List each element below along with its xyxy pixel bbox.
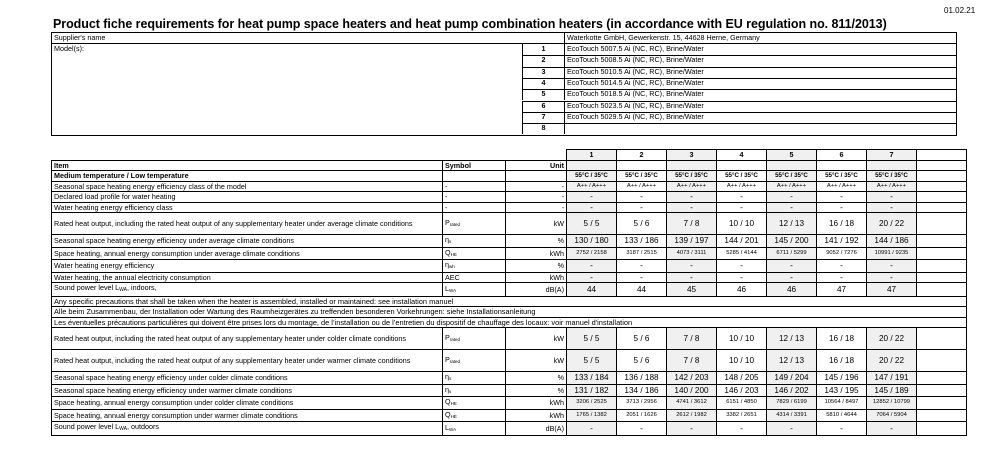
model-5-value: - xyxy=(767,422,817,436)
model-5-value: A++ / A+++ xyxy=(767,181,817,192)
symbol-header: Symbol xyxy=(443,160,506,171)
model-1-value: - xyxy=(567,422,617,436)
model-3-value: - xyxy=(667,272,717,283)
symbol-text: P xyxy=(445,354,450,364)
model-1-value: 5 / 5 xyxy=(567,213,617,235)
model-6-value: - xyxy=(817,422,867,436)
model-5-value: 55°C / 35°C xyxy=(767,171,817,182)
model-7-value: 10991 / 9235 xyxy=(867,247,917,260)
item-label-subscript: WA xyxy=(119,287,128,293)
symbol-subscript: WA xyxy=(449,287,457,293)
model-3-value: 4741 / 3612 xyxy=(667,397,717,410)
symbol-cell xyxy=(443,384,506,397)
unit-cell: kWh xyxy=(506,397,567,410)
symbol-text: P xyxy=(445,217,450,227)
symbol-cell xyxy=(443,422,506,436)
model-7-value: - xyxy=(867,260,917,273)
model-2-value: 5 / 6 xyxy=(617,350,667,372)
model-1-value: - xyxy=(567,260,617,273)
model-7-value: 20 / 22 xyxy=(867,328,917,350)
model-8-value xyxy=(917,409,967,422)
model-8-value xyxy=(917,283,967,297)
model-name: EcoTouch 5008.5 Ai (NC, RC), Brine/Water xyxy=(564,55,956,66)
unit-cell: % xyxy=(506,372,567,385)
model-3-value: 7 / 8 xyxy=(667,328,717,350)
model-name: EcoTouch 5010.5 Ai (NC, RC), Brine/Water xyxy=(564,67,956,78)
model-6-value: 16 / 18 xyxy=(817,350,867,372)
column-number-1: 1 xyxy=(567,150,617,161)
model-6-value: 16 / 18 xyxy=(817,328,867,350)
table-row xyxy=(52,260,967,273)
item-label-subscript: WA xyxy=(119,426,128,432)
table-row xyxy=(52,181,967,192)
item-label: Water heating energy efficiency class xyxy=(52,202,443,213)
section-row xyxy=(52,171,967,182)
model-1-value: 3206 / 2525 xyxy=(567,397,617,410)
column-number-5: 5 xyxy=(767,150,817,161)
model-5-value: 12 / 13 xyxy=(767,350,817,372)
item-label: Seasonal space heating energy efficiency class of the model xyxy=(52,181,443,192)
table-row xyxy=(52,202,967,213)
model-5-value: 6711 / 5299 xyxy=(767,247,817,260)
unit-cell: kW xyxy=(506,350,567,372)
precaution-note: Alle beim Zusammenbau, der Installation oder Wartung des Raumheizgerätes zu treffenden besonderen Vorkehrungen: siehe Installationsanleitung xyxy=(52,307,967,318)
symbol-subscript: HE xyxy=(450,413,457,419)
model-2-value: - xyxy=(617,192,667,203)
model-name: EcoTouch 5018.5 Ai (NC, RC), Brine/Water xyxy=(564,89,956,100)
unit-cell xyxy=(506,171,567,182)
model-6-value: 145 / 196 xyxy=(817,372,867,385)
model-1-value: 131 / 182 xyxy=(567,384,617,397)
model-1-value: 133 / 184 xyxy=(567,372,617,385)
model-7-value: - xyxy=(867,422,917,436)
model-3-value: 2612 / 1982 xyxy=(667,409,717,422)
table-row xyxy=(52,397,967,410)
model-4-value: 146 / 203 xyxy=(717,384,767,397)
item-label-suffix: , indoors, xyxy=(127,283,157,292)
item-label: Rated heat output, including the rated heat output of any supplementary heater under average climate conditions xyxy=(52,213,443,235)
model-name: EcoTouch 5014.5 Ai (NC, RC), Brine/Water xyxy=(564,78,956,89)
symbol-text: AEC xyxy=(445,272,460,282)
symbol-text: L xyxy=(445,422,449,432)
model-3-value: - xyxy=(667,422,717,436)
symbol-cell xyxy=(443,192,506,203)
symbol-cell xyxy=(443,397,506,410)
model-5-value: - xyxy=(767,272,817,283)
precaution-note: Les éventuelles précautions particulières qui doivent être prises lors du montage, de l’installation ou de l’entretien du dispositif de chauffage des locaux: voir manuel d'installation xyxy=(52,317,967,328)
symbol-text: L xyxy=(445,283,449,293)
item-label-prefix: Sound power level L xyxy=(54,422,120,431)
model-3-value: 140 / 200 xyxy=(667,384,717,397)
item-label: Water heating energy efficiency xyxy=(52,260,443,273)
symbol-cell xyxy=(443,202,506,213)
column-number-2: 2 xyxy=(617,150,667,161)
model-1-value: - xyxy=(567,192,617,203)
model-8-value xyxy=(917,328,967,350)
symbol-cell xyxy=(443,213,506,235)
symbol-subscript: HE xyxy=(450,401,457,406)
model-2-value: 44 xyxy=(617,283,667,297)
blank-spacer xyxy=(52,150,567,161)
item-label xyxy=(52,283,443,297)
model-6-value: 143 / 195 xyxy=(817,384,867,397)
symbol-subscript: WA xyxy=(449,426,457,432)
model-1-value: 130 / 180 xyxy=(567,235,617,248)
model-4-value: 5285 / 4144 xyxy=(717,247,767,260)
model-4-value: 10 / 10 xyxy=(717,350,767,372)
item-label: Seasonal space heating energy efficiency under colder climate conditions xyxy=(52,372,443,385)
column-number-4: 4 xyxy=(717,150,767,161)
model-3-value: 7 / 8 xyxy=(667,350,717,372)
table-row xyxy=(52,192,967,203)
model-8-value xyxy=(917,192,967,203)
model-2-value: - xyxy=(617,202,667,213)
model-8-value xyxy=(917,202,967,213)
symbol-text: - xyxy=(445,181,448,191)
model-7-value: 147 / 191 xyxy=(867,372,917,385)
item-label: Space heating, annual energy consumption under average climate conditions xyxy=(52,247,443,260)
symbol-text: Q xyxy=(445,397,451,406)
item-label: Rated heat output, including the rated heat output of any supplementary heater under warmer climate conditions xyxy=(52,350,443,372)
model-4-value: A++ / A+++ xyxy=(717,181,767,192)
model-2-value: 134 / 186 xyxy=(617,384,667,397)
model-2-value: A++ / A+++ xyxy=(617,181,667,192)
item-label: Seasonal space heating energy efficiency under average climate conditions xyxy=(52,235,443,248)
product-fiche-table xyxy=(51,149,967,436)
model-8-value xyxy=(917,397,967,410)
model-3-value: 45 xyxy=(667,283,717,297)
model-5-value: 7829 / 6199 xyxy=(767,397,817,410)
model-6-value: 9052 / 7276 xyxy=(817,247,867,260)
model-2-value: 3713 / 2956 xyxy=(617,397,667,410)
model-4-value: - xyxy=(717,260,767,273)
model-2-value: 136 / 188 xyxy=(617,372,667,385)
model-5-value: - xyxy=(767,192,817,203)
symbol-subscript: HE xyxy=(450,251,457,257)
item-label-suffix: , outdoors xyxy=(127,422,159,431)
model-1-value: A++ / A+++ xyxy=(567,181,617,192)
models-label: Model(s): xyxy=(54,44,84,53)
model-2-value: 2051 / 1626 xyxy=(617,409,667,422)
model-2-value: 5 / 6 xyxy=(617,213,667,235)
unit-cell: - xyxy=(506,202,567,213)
supplier-label: Supplier's name xyxy=(54,33,106,42)
item-label-prefix: Sound power level L xyxy=(54,283,120,292)
model-3-value: 55°C / 35°C xyxy=(667,171,717,182)
model-6-value: - xyxy=(817,192,867,203)
model-7-value: 20 / 22 xyxy=(867,213,917,235)
model-5-value: - xyxy=(767,202,817,213)
model-6-value: - xyxy=(817,272,867,283)
symbol-text: η xyxy=(445,372,449,381)
symbol-cell xyxy=(443,328,506,350)
model-4-value: - xyxy=(717,272,767,283)
model-2-value: 5 / 6 xyxy=(617,328,667,350)
symbol-cell xyxy=(443,181,506,192)
item-label: Space heating, annual energy consumption under warmer climate conditions xyxy=(52,409,443,422)
symbol-text: Q xyxy=(445,409,451,419)
column-number-row xyxy=(52,150,967,161)
unit-header: Unit xyxy=(506,160,567,171)
supplier-model-box xyxy=(51,32,957,136)
model-6-value: A++ / A+++ xyxy=(817,181,867,192)
section-label: Medium temperature / Low temperature xyxy=(52,171,443,182)
model-3-value: 142 / 203 xyxy=(667,372,717,385)
model-3-value: - xyxy=(667,202,717,213)
symbol-subscript: rated xyxy=(449,221,461,227)
model-number: 3 xyxy=(522,67,564,78)
model-7-value: 12852 / 10799 xyxy=(867,397,917,410)
unit-cell: kWh xyxy=(506,247,567,260)
model-4-value: 55°C / 35°C xyxy=(717,171,767,182)
model-8-value xyxy=(917,213,967,235)
supplier-value: Waterkotte GmbH, Gewerkenstr. 15, 44628 Herne, Germany xyxy=(564,33,956,43)
unit-cell: dB(A) xyxy=(506,422,567,436)
model-3-value: - xyxy=(667,260,717,273)
unit-cell: kW xyxy=(506,328,567,350)
table-row xyxy=(52,422,967,436)
item-label: Declared load profile for water heating xyxy=(52,192,443,203)
symbol-cell xyxy=(443,283,506,297)
model-1-value: 1765 / 1382 xyxy=(567,409,617,422)
model-8-value xyxy=(917,171,967,182)
model-1-value: 5 / 5 xyxy=(567,328,617,350)
symbol-subscript: s xyxy=(449,239,452,244)
model-6-value: 47 xyxy=(817,283,867,297)
table-row xyxy=(52,272,967,283)
table-row xyxy=(52,283,967,297)
model-6-value: 5810 / 4644 xyxy=(817,409,867,422)
column-number-6: 6 xyxy=(817,150,867,161)
symbol-subscript: s xyxy=(449,388,452,394)
model-5-value: 12 / 13 xyxy=(767,328,817,350)
model-5-value: 145 / 200 xyxy=(767,235,817,248)
model-8-value xyxy=(917,247,967,260)
model-3-value: 4073 / 3111 xyxy=(667,247,717,260)
model-7-value: 47 xyxy=(867,283,917,297)
header-empty-cell xyxy=(767,160,817,171)
model-2-value: 3187 / 2515 xyxy=(617,247,667,260)
table-row xyxy=(52,350,967,372)
unit-cell: dB(A) xyxy=(506,283,567,297)
model-8-value xyxy=(917,422,967,436)
symbol-text: η xyxy=(445,260,449,269)
model-1-value: 44 xyxy=(567,283,617,297)
model-7-value: 7064 / 5904 xyxy=(867,409,917,422)
model-5-value: 146 / 202 xyxy=(767,384,817,397)
model-6-value: 55°C / 35°C xyxy=(817,171,867,182)
model-5-value: 46 xyxy=(767,283,817,297)
model-3-value: 7 / 8 xyxy=(667,213,717,235)
symbol-cell xyxy=(443,350,506,372)
symbol-subscript: s xyxy=(449,376,452,381)
model-number: 8 xyxy=(522,123,564,134)
symbol-cell xyxy=(443,247,506,260)
symbol-cell xyxy=(443,372,506,385)
column-number-7: 7 xyxy=(867,150,917,161)
model-5-value: 4314 / 3391 xyxy=(767,409,817,422)
symbol-text: - xyxy=(445,202,448,212)
model-4-value: 144 / 201 xyxy=(717,235,767,248)
model-4-value: 10 / 10 xyxy=(717,213,767,235)
model-name: EcoTouch 5029.5 Ai (NC, RC), Brine/Water xyxy=(564,112,956,123)
column-number-8 xyxy=(917,150,967,161)
symbol-cell xyxy=(443,260,506,273)
table-row xyxy=(52,409,967,422)
table-row xyxy=(52,235,967,248)
model-2-value: 55°C / 35°C xyxy=(617,171,667,182)
model-7-value: 20 / 22 xyxy=(867,350,917,372)
item-label: Space heating, annual energy consumption under colder climate conditions xyxy=(52,397,443,410)
model-6-value: 16 / 18 xyxy=(817,213,867,235)
table-row xyxy=(52,213,967,235)
model-7-value: - xyxy=(867,192,917,203)
header-empty-cell xyxy=(917,160,967,171)
table-row xyxy=(52,372,967,385)
model-4-value: 10 / 10 xyxy=(717,328,767,350)
model-number: 4 xyxy=(522,78,564,89)
model-5-value: - xyxy=(767,260,817,273)
page-title: Product fiche requirements for heat pump space heaters and heat pump combination heaters (in accordance with EU regulation no. 811/2013) xyxy=(53,17,887,31)
model-8-value xyxy=(917,272,967,283)
model-1-value: - xyxy=(567,272,617,283)
column-number-3: 3 xyxy=(667,150,717,161)
model-7-value: 55°C / 35°C xyxy=(867,171,917,182)
model-4-value: 6151 / 4850 xyxy=(717,397,767,410)
item-label: Rated heat output, including the rated heat output of any supplementary heater under colder climate conditions xyxy=(52,328,443,350)
symbol-cell xyxy=(443,235,506,248)
symbol-subscript: rated xyxy=(449,336,461,342)
precaution-note: Any specific precautions that shall be taken when the heater is assembled, installed or maintained: see installation manuel xyxy=(52,296,967,307)
symbol-cell xyxy=(443,409,506,422)
model-7-value: A++ / A+++ xyxy=(867,181,917,192)
model-number: 1 xyxy=(522,44,564,55)
unit-cell: kWh xyxy=(506,272,567,283)
table-row xyxy=(52,328,967,350)
model-7-value: 144 / 186 xyxy=(867,235,917,248)
header-row xyxy=(52,160,967,171)
model-1-value: - xyxy=(567,202,617,213)
item-header: Item xyxy=(52,160,443,171)
precaution-note-row xyxy=(52,307,967,318)
header-empty-cell xyxy=(817,160,867,171)
model-number: 5 xyxy=(522,89,564,100)
model-4-value: 3382 / 2651 xyxy=(717,409,767,422)
model-2-value: - xyxy=(617,272,667,283)
model-4-value: 46 xyxy=(717,283,767,297)
header-empty-cell xyxy=(667,160,717,171)
item-label: Seasonal space heating energy efficiency under warmer climate conditions xyxy=(52,384,443,397)
unit-cell: % xyxy=(506,260,567,273)
model-3-value: A++ / A+++ xyxy=(667,181,717,192)
model-6-value: 141 / 192 xyxy=(817,235,867,248)
model-8-value xyxy=(917,350,967,372)
model-3-value: 139 / 197 xyxy=(667,235,717,248)
symbol-text: η xyxy=(445,235,449,244)
model-8-value xyxy=(917,384,967,397)
unit-cell: - xyxy=(506,181,567,192)
model-8-value xyxy=(917,181,967,192)
symbol-subscript: wh xyxy=(449,264,455,269)
header-empty-cell xyxy=(867,160,917,171)
model-3-value: - xyxy=(667,192,717,203)
model-name xyxy=(564,123,956,134)
precaution-note-row xyxy=(52,317,967,328)
model-5-value: 149 / 204 xyxy=(767,372,817,385)
unit-cell: % xyxy=(506,235,567,248)
model-1-value: 5 / 5 xyxy=(567,350,617,372)
model-4-value: - xyxy=(717,422,767,436)
model-2-value: - xyxy=(617,260,667,273)
unit-cell: - xyxy=(506,192,567,203)
unit-cell: % xyxy=(506,384,567,397)
model-number: 6 xyxy=(522,101,564,112)
precaution-note-row xyxy=(52,296,967,307)
table-row xyxy=(52,247,967,260)
unit-cell: kWh xyxy=(506,409,567,422)
model-8-value xyxy=(917,372,967,385)
header-empty-cell xyxy=(567,160,617,171)
model-6-value: - xyxy=(817,260,867,273)
symbol-text: - xyxy=(445,192,448,201)
model-number: 7 xyxy=(522,112,564,123)
model-8-value xyxy=(917,260,967,273)
model-7-value: 145 / 189 xyxy=(867,384,917,397)
symbol-text: Q xyxy=(445,247,451,257)
item-label xyxy=(52,422,443,436)
model-name: EcoTouch 5023.5 Ai (NC, RC), Brine/Water xyxy=(564,101,956,112)
model-1-value: 55°C / 35°C xyxy=(567,171,617,182)
model-4-value: - xyxy=(717,192,767,203)
symbol-subscript: rated xyxy=(449,358,461,364)
model-4-value: - xyxy=(717,202,767,213)
model-4-value: 148 / 205 xyxy=(717,372,767,385)
model-number: 2 xyxy=(522,55,564,66)
symbol-text: P xyxy=(445,332,450,342)
item-label: Water heating, the annual electricity consumption xyxy=(52,272,443,283)
symbol-text: η xyxy=(445,384,449,394)
document-date: 01.02.21 xyxy=(944,6,976,15)
model-name: EcoTouch 5007.5 Ai (NC, RC), Brine/Water xyxy=(564,44,956,55)
model-6-value: 10564 / 8497 xyxy=(817,397,867,410)
model-2-value: - xyxy=(617,422,667,436)
symbol-cell xyxy=(443,171,506,182)
header-empty-cell xyxy=(617,160,667,171)
model-5-value: 12 / 13 xyxy=(767,213,817,235)
model-8-value xyxy=(917,235,967,248)
model-6-value: - xyxy=(817,202,867,213)
model-1-value: 2752 / 2158 xyxy=(567,247,617,260)
symbol-cell xyxy=(443,272,506,283)
unit-cell: kW xyxy=(506,213,567,235)
table-row xyxy=(52,384,967,397)
header-empty-cell xyxy=(717,160,767,171)
model-7-value: - xyxy=(867,272,917,283)
model-2-value: 133 / 186 xyxy=(617,235,667,248)
model-7-value: - xyxy=(867,202,917,213)
